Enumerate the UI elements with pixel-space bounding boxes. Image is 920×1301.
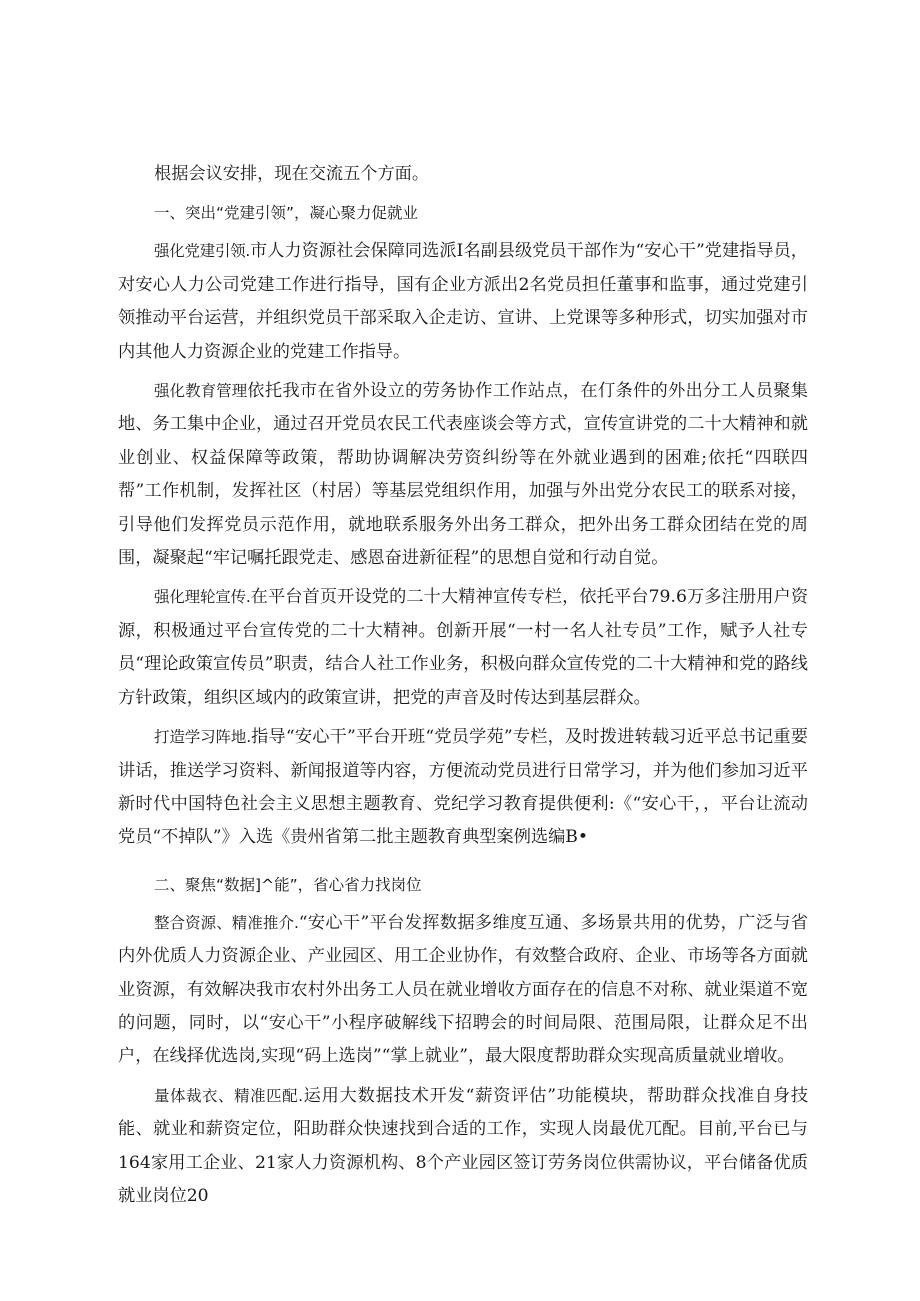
opening-paragraph: 根据会议安排，现在交流五个方面。 (154, 164, 430, 184)
paragraph (118, 907, 808, 1074)
paragraph (118, 235, 808, 369)
paragraph (118, 1080, 808, 1214)
paragraph-text: 市人力资源社会保障同选派I名副县级党员干部作为“安心干”党建指导员，对安心人力公司党建工作进行指导，国有企业方派出2名党员担任董事和监事，通过党建引领推动平台运营，并组织党员干部采取入企走访、宣讲、上党课等多种形式，切实加强对市内其他人力资源企业的党建工作指导。 (118, 241, 808, 362)
paragraph-text: 在平台首页开设党的二十大精神宣传专栏，依托平台79.6万多注册用户资源，积极通过平台宣传党的二十大精神。创新开展“一村一名人社专员”工作，赋予人社专员“理论政策宣传员”职责，结合人社工作业务，积极向群众宣传党的二十大精神和党的路线方针政策，组织区域内的政策宣讲，把党的声音及时传达到基层群众。 (118, 587, 809, 708)
paragraph-text: 运用大数据技术开发“薪资评估”功能模块，帮助群众找准自身技能、就业和薪资定位，阳助群众快速找到合适的工作，实现人岗最优兀配。目前,平台已与164家用工企业、21家人力资源机构、8个产业园区签订劳务岗位供需协议，平台储备优质就业岗位20 (118, 1085, 809, 1206)
paragraph-lead: 打造学习阵地. (154, 728, 251, 747)
paragraph-lead: 强化教育管理 (154, 382, 248, 401)
paragraph-lead: 强化理轮宣传. (154, 588, 251, 607)
section-heading-1: 一、突出“党建引领”，凝心聚力促就业 (154, 204, 419, 223)
paragraph (118, 375, 808, 575)
paragraph-lead: 量体裁衣、精准匹配. (154, 1086, 303, 1105)
paragraph (118, 721, 808, 855)
paragraph-text: 指导“安心干”平台开班“党员学苑”专栏，及时拨进转载习近平总书记重要讲话，推送学习资料、新闻报道等内容，方便流动党员进行日常学习，并为他们参加习近平新时代中国特色社会主义思想主题教育、党纪学习教育提供便利:《“安心干，，平台让流动党员“不掉队”》入选《贵州省第二批主题教育典型案例选编B• (118, 727, 808, 848)
section-heading-2: 二、聚焦“数据]^能”，省心省力找岗位 (154, 875, 422, 894)
paragraph-text: 依托我市在省外设立的劳务协作工作站点，在仃条件的外出分工人员聚集地、务工集中企业，通过召开党员农民工代表座谈会等方式，宣传宣讲党的二十大精神和就业创业、权益保障等政策，帮助协调解决劳资纠纷等在外就业遇到的困难;依托“四联四帮”工作机制，发挥社区（村居）等基层党组织作用，加强与外出党分农民工的联系对接，引导他们发挥党员示范作用，就地联系服务外出务工群众，把外出务工群众团结在党的周围，凝聚起“牢记嘱托跟党走、感恩奋进新征程”的思想自觉和行动自觉。 (118, 381, 808, 569)
paragraph-text: “安心干”平台发挥数据多维度互通、多场景共用的优势，广泛与省内外优质人力资源企业、产业园区、用工企业协作，有效整合政府、企业、市场等各方面就业资源，有效解决我市农村外出务工人员在就业增收方面存在的信息不对称、就业渠道不宽的问题，同时，以“安心干”小程序破解线下招聘会的时间局限、范围局限，让群众足不出户，在线择优选岗,实现“码上选岗”“掌上就业”，最大限度帮助群众实现高质量就业增收。 (118, 912, 808, 1067)
document-body (118, 158, 808, 1219)
paragraph (118, 581, 808, 715)
paragraph-lead: 强化党建引领. (154, 242, 250, 261)
paragraph-lead: 整合资源、精准推介. (154, 913, 299, 932)
